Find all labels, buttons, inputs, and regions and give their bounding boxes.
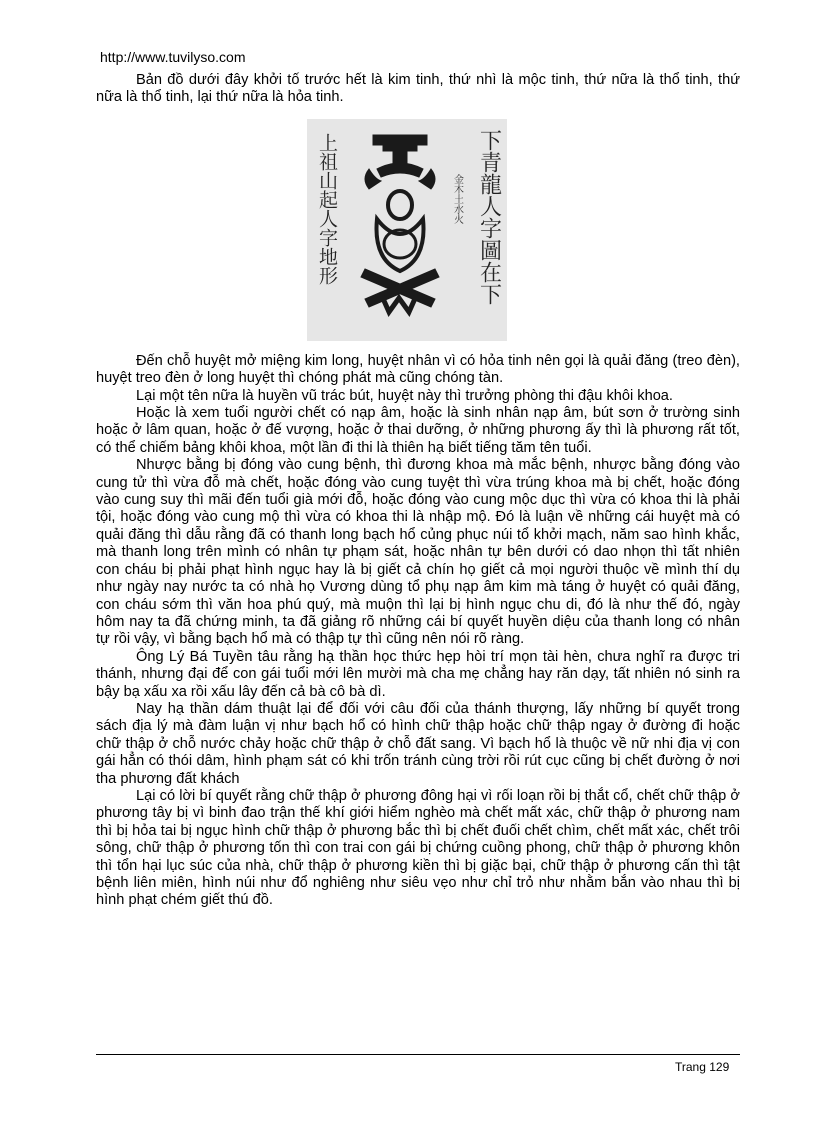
paragraph: Lại có lời bí quyết rằng chữ thập ở phương đông hại vì rối loạn rồi bị thắt cổ, chết chữ thập ở phương tây bị vì binh đao trận thế khí giới hiểm nghèo mà chết mất xác, chữ thập ở phương nam thì bị hỏa tai bị ngục hình chữ thập ở phương bắc thì bị chết đuối chết chìm, chết mất xác, chết trôi sông, chữ thập ở phương tốn thì con trai con gái bị chứng cuồng phong, chữ thập ở phương khôn thì tổn hại lục súc của nhà, chữ thập ở phương kiền thì bị giặc bại, chữ thập ở phương cấn thì tật bệnh liên miên, hình núi như đổ nghiêng như siêu vẹo như chỉ trỏ như nhằm bắn vào nhau thì bị hình phạt chém giết thú đồ. <box>96 787 740 909</box>
paragraph: Ông Lý Bá Tuyền tâu rằng hạ thần học thức hẹp hòi trí mọn tài hèn, chưa nghĩ ra được tri thánh, nhưng đại để con gái tuổi mới lên mười mà cha mẹ chẳng hay răn dạy, tất nhiên nó sinh ra bậy bạ xấu xa rồi xấu lây đến cả bà cô bà dì. <box>96 648 740 700</box>
paragraph: Lại một tên nữa là huyền vũ trác bút, huyệt này thì trưởng phòng thi đậu khôi khoa. <box>136 387 673 404</box>
main-content <box>96 72 740 910</box>
page-number: Trang 129 <box>675 1060 730 1074</box>
paragraph: Nay hạ thần dám thuật lại để đối với câu đối của thánh thượng, lấy những bí quyết trong sách địa lý mà đàm luận vị như bạch hổ có hình chữ thập hoặc chữ thập ngay ở đường đi hoặc chữ thập ở chỗ nước chảy hoặc chữ thập ở chỗ đất sang. Vì bạch hổ là thuộc về nữ nhi địa vị con gái hẳn có thói dâm, hình phạm sát có khi trốn tránh cùng trời rồi rút cục cũng bị chết đường ở nơi tha phương đất khách <box>96 700 740 787</box>
feng-shui-diagram-image <box>307 119 507 341</box>
header-url: http://www.tuvilyso.com <box>100 49 246 65</box>
paragraph: Đến chỗ huyệt mở miệng kim long, huyệt nhân vì có hỏa tinh nên gọi là quải đăng (treo đèn), huyệt treo đèn ở long huyệt thì chóng phát mà cũng chóng tàn. <box>96 352 740 387</box>
footer-divider <box>96 1054 740 1055</box>
small-note-text: 金木土水火 <box>451 173 463 224</box>
right-column-text: 下青龍人字圖在下 <box>476 128 502 305</box>
paragraph: Bản đồ dưới đây khởi tố trước hết là kim tinh, thứ nhì là mộc tinh, thứ nữa là thổ tinh, thứ nữa là thổ tinh, lại thứ nữa là hỏa tinh. <box>96 72 740 106</box>
left-column-text: 上祖山起人字地形 <box>316 132 338 285</box>
paragraph: Nhược bằng bị đóng vào cung bệnh, thì đương khoa mà mắc bệnh, nhược bằng đóng vào cung tử thì vừa đỗ mà chết, hoặc đóng vào cung tuyệt thì vừa trúng khoa mà bị chết, hoặc đóng vào cung suy thì mãi đến tuổi già mới đỗ, hoặc đóng vào cung mộc dục thì vừa có khoa thi là phải tội, hoặc đóng vào cung mộ thì vừa có khoa thi là nhập mộ. Đó là luận về những cái huyệt mà có quải đăng thì dẫu rằng đã có thanh long bạch hổ củng phục núi tổ khởi mạch, năm sao hình khắc, mà thanh long trên mình có nhân tự phạm sát, hoặc nhân tự bên dưới có dao nhọn thì tất nhiên con cháu bị phải phạt hình ngục hay là bị giết cả chín họ giết cả mọi người thuộc về mình thí dụ như ngày nay nước ta có nhà họ Vương dùng tổ phụ nạp âm kim mà táng ở huyệt có quải đăng, con cháu sớm thì văn hoa phú quý, mà muộn thì lại bị hình ngục chu di, đó là như thế đó, ngày hôm nay ta đã chứng minh, ta đã giảng rõ những cái bí quyết huyền diệu của thanh long có nhân tự rồi vậy, vì bằng bạch hổ mà có thập tự thì cũng nên nói rõ ràng. <box>96 457 740 648</box>
paragraph: Hoặc là xem tuổi người chết có nạp âm, hoặc là sinh nhân nạp âm, bút sơn ở trường sinh hoặc ở lâm quan, hoặc ở đế vượng, hoặc ở thai dưỡng, ở những phương ấy thì là phương rất tốt, có thể chiếm bảng khôi khoa, một lần đi thi là thiên hạ biết tiếng tăm tên tuổi. <box>96 405 740 456</box>
mountain-dragon-symbol <box>361 135 439 312</box>
